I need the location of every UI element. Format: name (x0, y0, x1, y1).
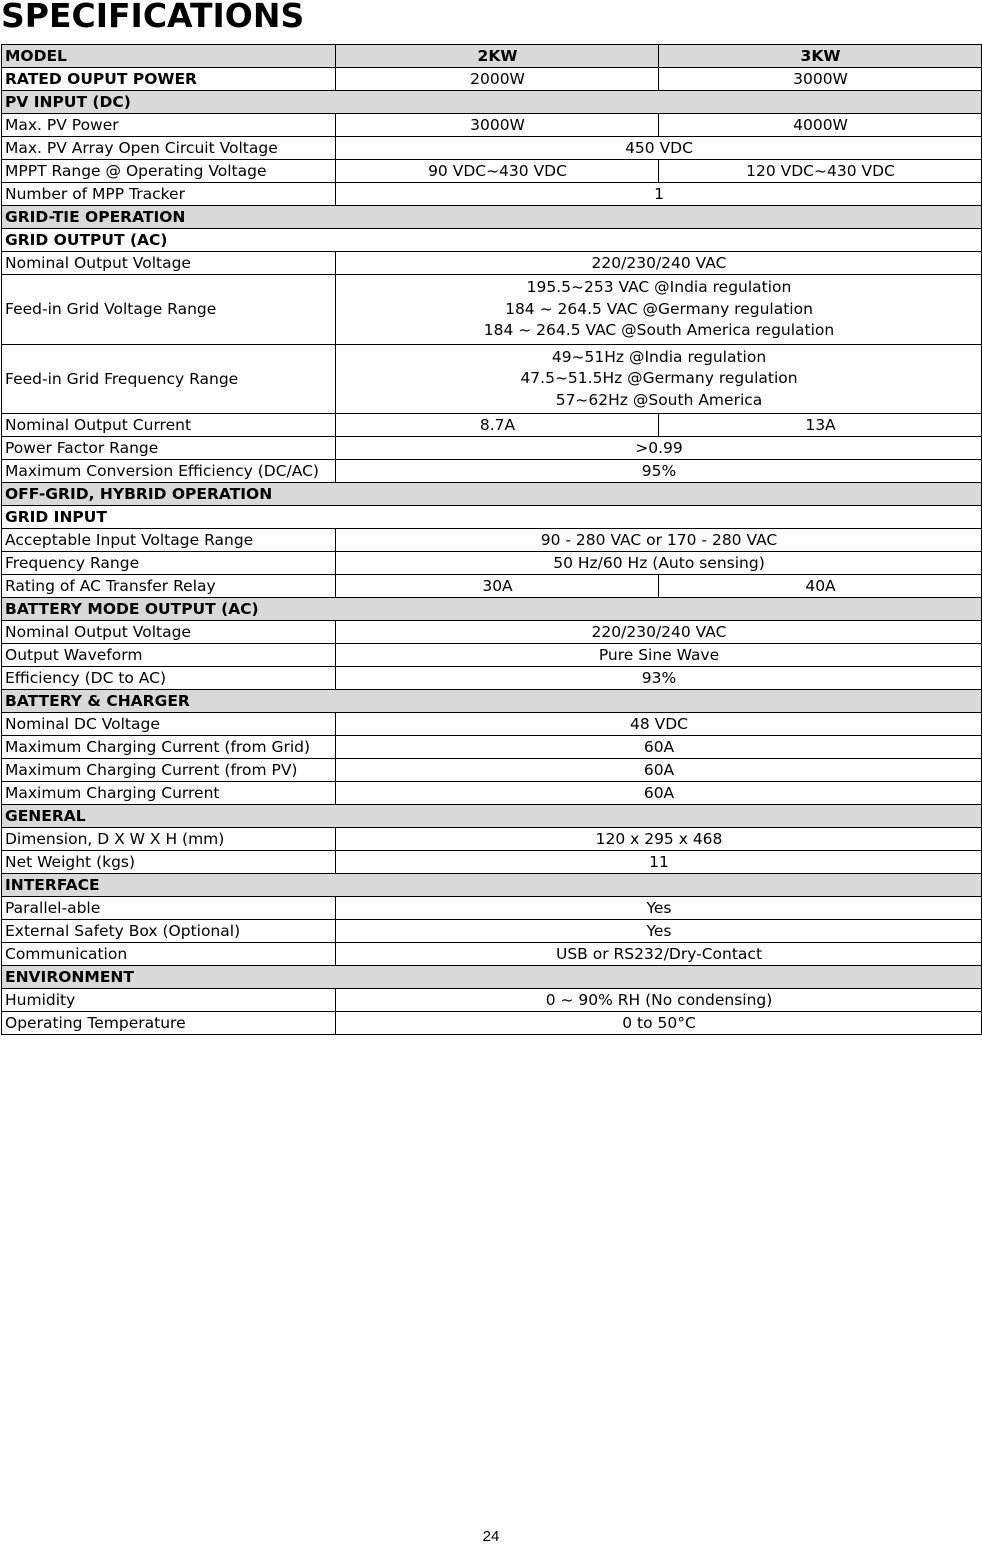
regulation-line: 49~51Hz @India regulation (551, 347, 767, 366)
value-shared: 11 (336, 851, 982, 874)
section-battery-charger: BATTERY & CHARGER (2, 690, 982, 713)
value-shared: 1 (336, 183, 982, 206)
subsection-heading (2, 229, 982, 252)
header-3kw: 3KW (659, 45, 982, 68)
table-row (2, 460, 982, 483)
table-row (2, 644, 982, 667)
value-shared: 0 ~ 90% RH (No condensing) (336, 989, 982, 1012)
table-row (2, 68, 982, 91)
table-row (2, 575, 982, 598)
table-row (2, 851, 982, 874)
table-row (2, 920, 982, 943)
value-3kw: 4000W (659, 114, 982, 137)
value-2kw: 30A (336, 575, 659, 598)
row-label: Max. PV Array Open Circuit Voltage (2, 137, 336, 160)
table-row (2, 828, 982, 851)
value-shared: 220/230/240 VAC (336, 252, 982, 275)
row-label: Nominal DC Voltage (2, 713, 336, 736)
table-row (2, 252, 982, 275)
table-row (2, 759, 982, 782)
row-label: Frequency Range (2, 552, 336, 575)
section-heading (2, 874, 982, 897)
section-grid-tie: GRID-TIE OPERATION (2, 206, 982, 229)
row-label: Maximum Charging Current (from Grid) (2, 736, 336, 759)
row-label: External Safety Box (Optional) (2, 920, 336, 943)
row-label: Maximum Conversion Efficiency (DC/AC) (2, 460, 336, 483)
value-shared: 0 to 50°C (336, 1012, 982, 1035)
value-2kw: 2000W (336, 68, 659, 91)
table-row (2, 183, 982, 206)
table-row (2, 552, 982, 575)
subsection-grid-input: GRID INPUT (2, 506, 982, 529)
section-off-grid: OFF-GRID, HYBRID OPERATION (2, 483, 982, 506)
section-heading (2, 483, 982, 506)
row-label: Maximum Charging Current (from PV) (2, 759, 336, 782)
subsection-heading (2, 506, 982, 529)
row-label: Parallel-able (2, 897, 336, 920)
row-label: Net Weight (kgs) (2, 851, 336, 874)
value-shared: 60A (336, 782, 982, 805)
row-label: Maximum Charging Current (2, 782, 336, 805)
value-shared: Yes (336, 920, 982, 943)
row-label: Nominal Output Voltage (2, 621, 336, 644)
section-heading (2, 91, 982, 114)
value-shared: 50 Hz/60 Hz (Auto sensing) (336, 552, 982, 575)
header-model: MODEL (2, 45, 336, 68)
row-label: Rating of AC Transfer Relay (2, 575, 336, 598)
row-label: Power Factor Range (2, 437, 336, 460)
table-row (2, 414, 982, 437)
row-label: MPPT Range @ Operating Voltage (2, 160, 336, 183)
value-shared: 93% (336, 667, 982, 690)
value-shared: Pure Sine Wave (336, 644, 982, 667)
value-3kw: 13A (659, 414, 982, 437)
header-2kw: 2KW (336, 45, 659, 68)
value-shared-multiline (336, 344, 982, 414)
section-heading (2, 206, 982, 229)
page-number: 24 (482, 1528, 500, 1545)
value-shared: 60A (336, 736, 982, 759)
table-row (2, 667, 982, 690)
row-label: Feed-in Grid Frequency Range (2, 344, 336, 414)
section-interface: INTERFACE (2, 874, 982, 897)
value-2kw: 8.7A (336, 414, 659, 437)
regulation-line: 57~62Hz @South America (555, 390, 763, 409)
section-pv-input: PV INPUT (DC) (2, 91, 982, 114)
section-heading (2, 805, 982, 828)
row-label: Number of MPP Tracker (2, 183, 336, 206)
row-label: Dimension, D X W X H (mm) (2, 828, 336, 851)
row-label: RATED OUPUT POWER (2, 68, 336, 91)
value-3kw: 40A (659, 575, 982, 598)
row-label: Acceptable Input Voltage Range (2, 529, 336, 552)
table-row (2, 1012, 982, 1035)
row-label: Max. PV Power (2, 114, 336, 137)
row-label: Efficiency (DC to AC) (2, 667, 336, 690)
value-shared: 90 - 280 VAC or 170 - 280 VAC (336, 529, 982, 552)
regulation-line: 195.5~253 VAC @India regulation (526, 278, 792, 296)
row-label: Humidity (2, 989, 336, 1012)
row-label: Output Waveform (2, 644, 336, 667)
value-shared-multiline (336, 275, 982, 345)
table-row (2, 782, 982, 805)
row-label: Operating Temperature (2, 1012, 336, 1035)
table-row (2, 437, 982, 460)
table-row (2, 114, 982, 137)
specifications-table (1, 44, 982, 1035)
value-2kw: 90 VDC~430 VDC (336, 160, 659, 183)
table-row (2, 344, 982, 414)
table-row (2, 713, 982, 736)
section-heading (2, 598, 982, 621)
value-3kw: 3000W (659, 68, 982, 91)
value-shared: 48 VDC (336, 713, 982, 736)
regulation-line: 47.5~51.5Hz @Germany regulation (520, 369, 798, 387)
value-shared: >0.99 (336, 437, 982, 460)
value-shared: 120 x 295 x 468 (336, 828, 982, 851)
regulation-line: 184 ~ 264.5 VAC @Germany regulation (505, 299, 813, 318)
table-row (2, 137, 982, 160)
subsection-grid-output: GRID OUTPUT (AC) (2, 229, 982, 252)
section-heading (2, 966, 982, 989)
section-environment: ENVIRONMENT (2, 966, 982, 989)
section-battery-mode: BATTERY MODE OUTPUT (AC) (2, 598, 982, 621)
table-row (2, 529, 982, 552)
page-title: SPECIFICATIONS (1, 0, 305, 35)
table-row (2, 897, 982, 920)
row-label: Communication (2, 943, 336, 966)
value-2kw: 3000W (336, 114, 659, 137)
value-shared: 450 VDC (336, 137, 982, 160)
value-shared: Yes (336, 897, 982, 920)
table-row (2, 736, 982, 759)
row-label: Nominal Output Current (2, 414, 336, 437)
row-label: Feed-in Grid Voltage Range (2, 275, 336, 345)
value-shared: USB or RS232/Dry-Contact (336, 943, 982, 966)
section-heading (2, 690, 982, 713)
value-shared: 95% (336, 460, 982, 483)
table-row (2, 943, 982, 966)
table-row (2, 160, 982, 183)
table-row (2, 621, 982, 644)
value-3kw: 120 VDC~430 VDC (659, 160, 982, 183)
table-header-row (2, 45, 982, 68)
row-label: Nominal Output Voltage (2, 252, 336, 275)
table-row (2, 275, 982, 345)
value-shared: 220/230/240 VAC (336, 621, 982, 644)
table-row (2, 989, 982, 1012)
regulation-line: 184 ~ 264.5 VAC @South America regulation (483, 321, 835, 339)
section-general: GENERAL (2, 805, 982, 828)
value-shared: 60A (336, 759, 982, 782)
